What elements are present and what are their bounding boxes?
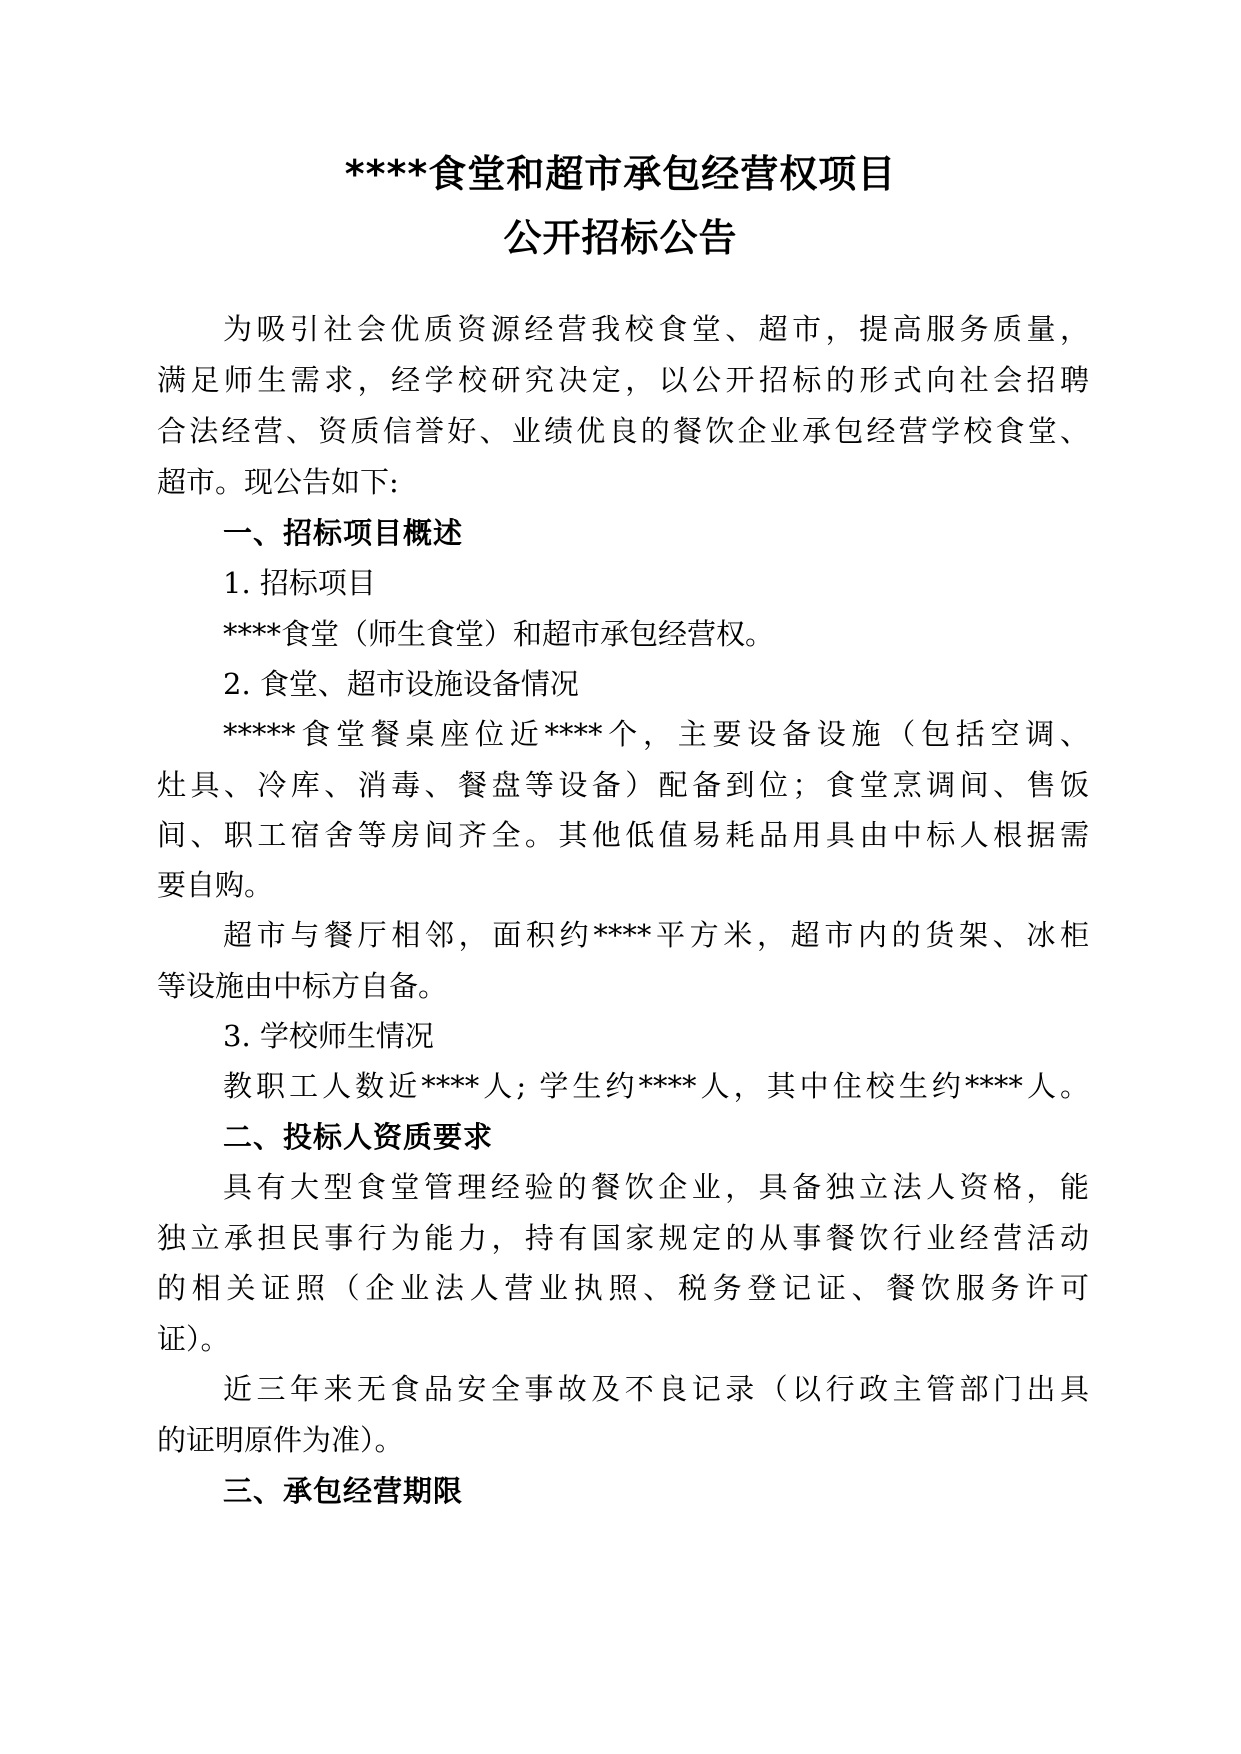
section1-heading: 一、招标项目概述 bbox=[223, 516, 464, 550]
section1-item2-para2-line1: 超市与餐厅相邻，面积约****平方米，超市内的货架、冰柜 bbox=[223, 918, 1089, 952]
section1-item1-heading: 1. 招标项目 bbox=[223, 566, 376, 600]
section1-item2-heading: 2. 食堂、超市设施设备情况 bbox=[223, 667, 579, 701]
section1-item3-text: 教职工人数近****人; 学生约****人，其中住校生约****人。 bbox=[223, 1069, 1089, 1103]
intro-line-4: 超市。现公告如下: bbox=[157, 465, 399, 499]
section2-para1-line1: 具有大型食堂管理经验的餐饮企业，具备独立法人资格，能 bbox=[223, 1170, 1089, 1204]
intro-line-1: 为吸引社会优质资源经营我校食堂、超市，提高服务质量， bbox=[223, 312, 1089, 346]
section3-heading: 三、承包经营期限 bbox=[223, 1474, 464, 1508]
section1-item1-text: ****食堂（师生食堂）和超市承包经营权。 bbox=[223, 617, 775, 651]
section2-para2-line1: 近三年来无食品安全事故及不良记录（以行政主管部门出具 bbox=[223, 1372, 1089, 1406]
section1-item2-para1-line4: 要自购。 bbox=[157, 868, 274, 902]
section2-para1-line4: 证）。 bbox=[157, 1322, 230, 1356]
document-title-line2: 公开招标公告 bbox=[503, 216, 738, 260]
section1-item2-para2-line2: 等设施由中标方自备。 bbox=[157, 969, 448, 1003]
section1-item2-para1-line2: 灶具、冷库、消毒、餐盘等设备）配备到位；食堂烹调间、售饭 bbox=[157, 768, 1089, 802]
section1-item3-heading: 3. 学校师生情况 bbox=[223, 1019, 434, 1053]
section2-para1-line3: 的相关证照（企业法人营业执照、税务登记证、餐饮服务许可 bbox=[157, 1271, 1089, 1305]
document-title-line1: ****食堂和超市承包经营权项目 bbox=[344, 152, 897, 196]
intro-line-2: 满足师生需求，经学校研究决定，以公开招标的形式向社会招聘 bbox=[157, 363, 1089, 397]
section1-item2-para1-line1: *****食堂餐桌座位近****个，主要设备设施（包括空调、 bbox=[223, 717, 1089, 751]
section1-item2-para1-line3: 间、职工宿舍等房间齐全。其他低值易耗品用具由中标人根据需 bbox=[157, 818, 1089, 852]
intro-line-3: 合法经营、资质信誉好、业绩优良的餐饮企业承包经营学校食堂、 bbox=[157, 414, 1089, 448]
section2-para2-line2: 的证明原件为准）。 bbox=[157, 1423, 404, 1457]
section2-heading: 二、投标人资质要求 bbox=[223, 1120, 494, 1154]
section2-para1-line2: 独立承担民事行为能力，持有国家规定的从事餐饮行业经营活动 bbox=[157, 1221, 1089, 1255]
